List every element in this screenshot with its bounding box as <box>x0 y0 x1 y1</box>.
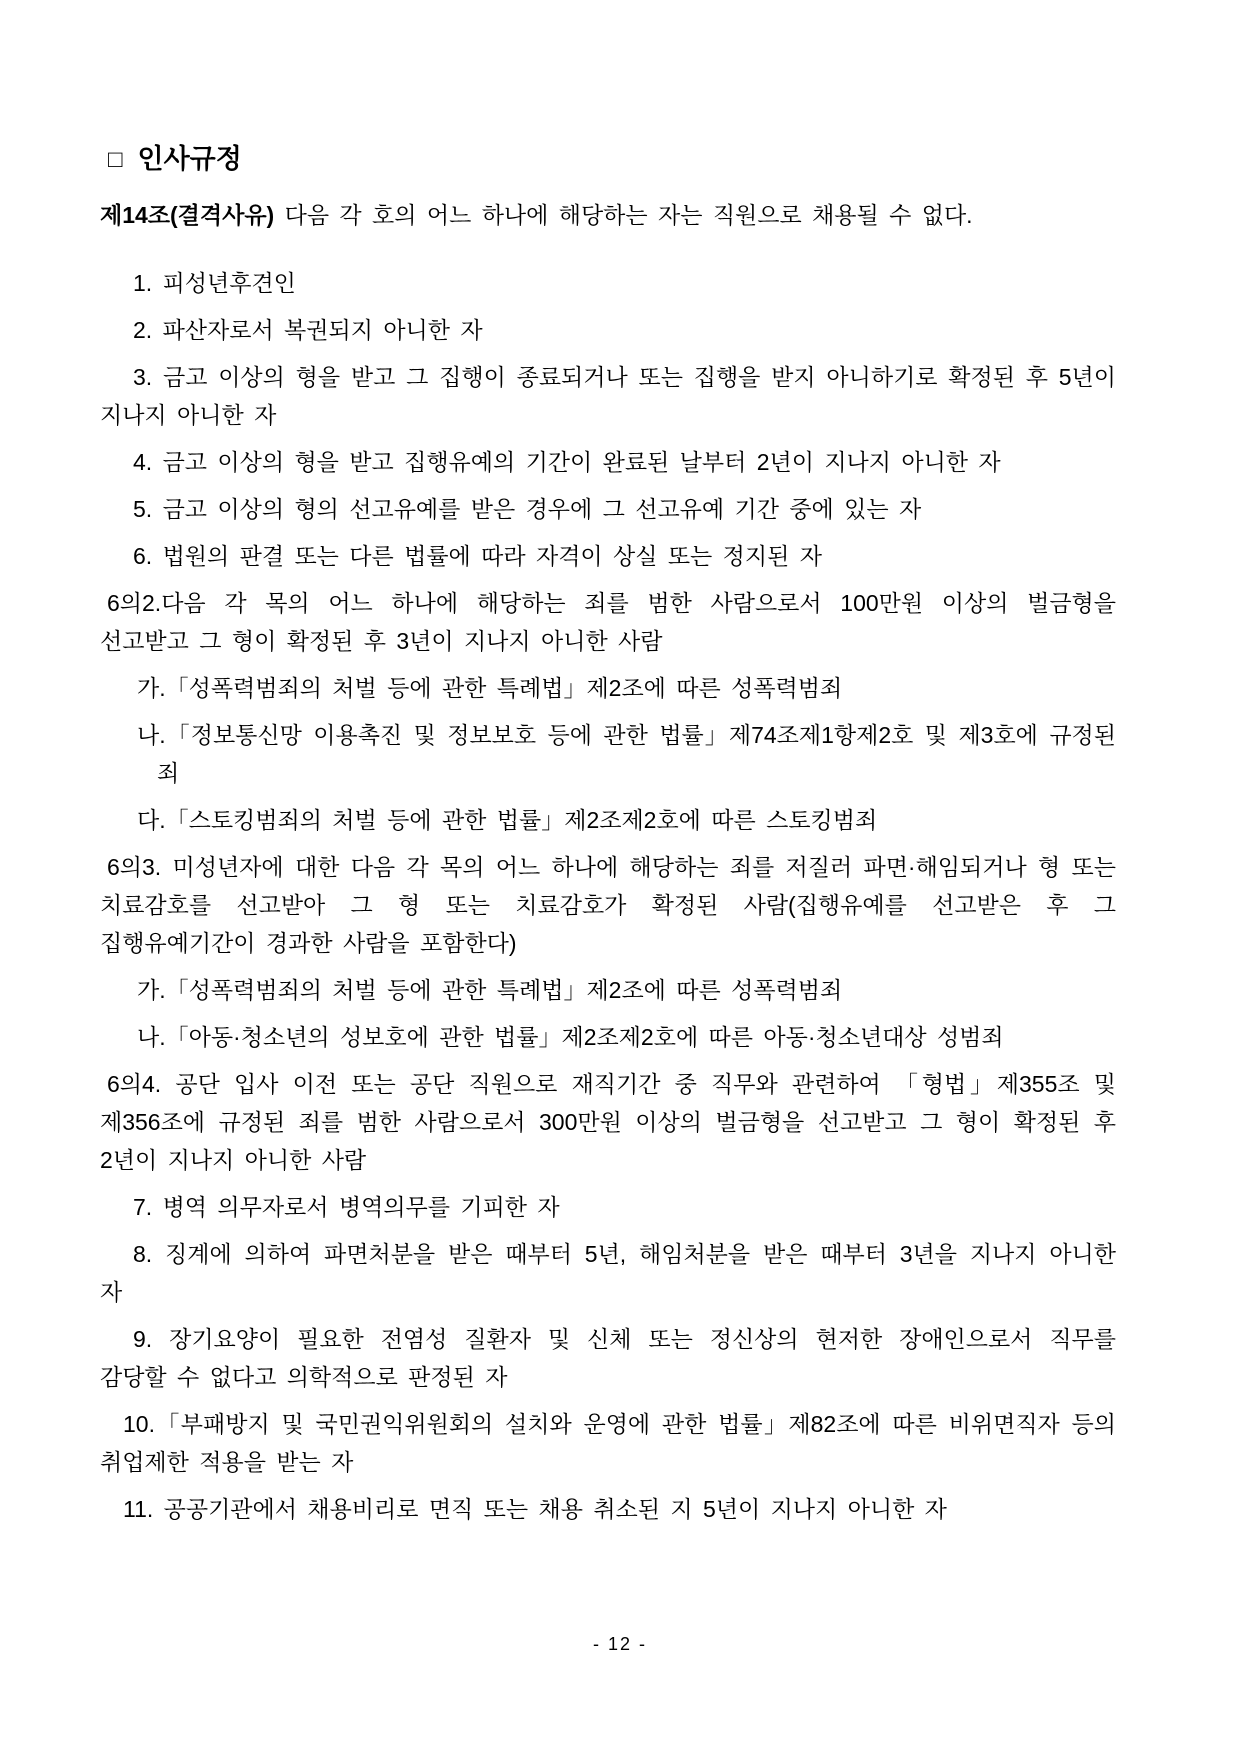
item-number: 나. <box>137 722 166 748</box>
article-item: 6의2.다음 각 목의 어느 하나에 해당하는 죄를 범한 사람으로서 100만원 이상의 벌금형을 선고받고 그 형이 확정된 후 3년이 지나지 아니한 사람 <box>100 590 1116 654</box>
article-item: 가.「성폭력범죄의 처벌 등에 관한 특례법」제2조에 따른 성폭력범죄 <box>137 977 843 1003</box>
article-item: 7. 병역 의무자로서 병역의무를 기피한 자 <box>133 1194 560 1220</box>
item-number: 나. <box>137 1024 166 1050</box>
article-item: 11. 공공기관에서 채용비리로 면직 또는 채용 취소된 지 5년이 지나지 아니한 자 <box>123 1496 947 1522</box>
article-item: 6의3. 미성년자에 대한 다음 각 목의 어느 하나에 해당하는 죄를 저질러 파면·해임되거나 형 또는 치료감호를 선고받아 그 형 또는 치료감호가 확정된 사람(집행유예를 선고받은 후 그 집행유예기간이 경과한 사람을 포함한다) <box>100 854 1116 956</box>
item-number: 10. <box>123 1411 155 1437</box>
item-number: 4. <box>133 449 163 475</box>
article-intro <box>100 196 1116 234</box>
article-item: 나.「아동·청소년의 성보호에 관한 법률」제2조제2호에 따른 아동·청소년대상 성범죄 <box>137 1024 1004 1050</box>
item-number: 가. <box>137 675 166 701</box>
article-item: 9. 장기요양이 필요한 전염성 질환자 및 신체 또는 정신상의 현저한 장애인으로서 직무를 감당할 수 없다고 의학적으로 판정된 자 <box>100 1326 1116 1390</box>
section-title-text: 인사규정 <box>137 144 242 174</box>
square-bullet-icon: □ <box>108 146 123 173</box>
article-item: 2. 파산자로서 복권되지 아니한 자 <box>133 317 483 343</box>
item-number: 5. <box>133 496 163 522</box>
article-item: 10.「부패방지 및 국민권익위원회의 설치와 운영에 관한 법률」제82조에 따른 비위면직자 등의 취업제한 적용을 받는 자 <box>100 1411 1116 1475</box>
item-number: 2. <box>133 317 163 343</box>
article-item: 3. 금고 이상의 형을 받고 그 집행이 종료되거나 또는 집행을 받지 아니하기로 확정된 후 5년이 지나지 아니한 자 <box>100 364 1116 428</box>
page-number: - 12 - <box>592 1634 647 1654</box>
item-number: 다. <box>137 807 166 833</box>
item-number: 11. <box>123 1496 164 1522</box>
article-label: 제14조(결격사유) <box>100 202 275 228</box>
article-item: 6의4. 공단 입사 이전 또는 공단 직원으로 재직기간 중 직무와 관련하여 「형법」제355조 및 제356조에 규정된 죄를 범한 사람으로서 300만원 이상의 벌금형을 선고받고 그 형이 확정된 후 2년이 지나지 아니한 사람 <box>100 1071 1116 1173</box>
item-number: 9. <box>133 1326 170 1352</box>
item-number: 6의4. <box>107 1071 176 1097</box>
article-item: 1. 피성년후견인 <box>133 270 296 296</box>
item-number: 가. <box>137 977 166 1003</box>
article-item: 6. 법원의 판결 또는 다른 법률에 따라 자격이 상실 또는 정지된 자 <box>133 543 822 569</box>
item-number: 1. <box>133 270 163 296</box>
article-intro-text: 다음 각 호의 어느 하나에 해당하는 자는 직원으로 채용될 수 없다. <box>274 202 973 228</box>
article-item: 5. 금고 이상의 형의 선고유예를 받은 경우에 그 선고유예 기간 중에 있는 자 <box>133 496 922 522</box>
article-item: 나.「정보통신망 이용촉진 및 정보보호 등에 관한 법률」제74조제1항제2호 및 제3호에 규정된 죄 <box>137 722 1116 786</box>
article-items <box>100 264 1116 1528</box>
item-number: 7. <box>133 1194 163 1220</box>
article-item: 다.「스토킹범죄의 처벌 등에 관한 법률」제2조제2호에 따른 스토킹범죄 <box>137 807 878 833</box>
article-item: 가.「성폭력범죄의 처벌 등에 관한 특례법」제2조에 따른 성폭력범죄 <box>137 675 843 701</box>
article-item: 4. 금고 이상의 형을 받고 집행유예의 기간이 완료된 날부터 2년이 지나지 아니한 자 <box>133 449 1001 475</box>
item-number: 3. <box>133 364 163 390</box>
item-number: 8. <box>133 1241 166 1267</box>
section-title <box>108 140 1116 178</box>
item-number: 6. <box>133 543 163 569</box>
item-number: 6의2. <box>107 590 162 616</box>
article-item: 8. 징계에 의하여 파면처분을 받은 때부터 5년, 해임처분을 받은 때부터 3년을 지나지 아니한 자 <box>100 1241 1116 1305</box>
document-body <box>100 140 1116 1528</box>
item-number: 6의3. <box>107 854 173 880</box>
